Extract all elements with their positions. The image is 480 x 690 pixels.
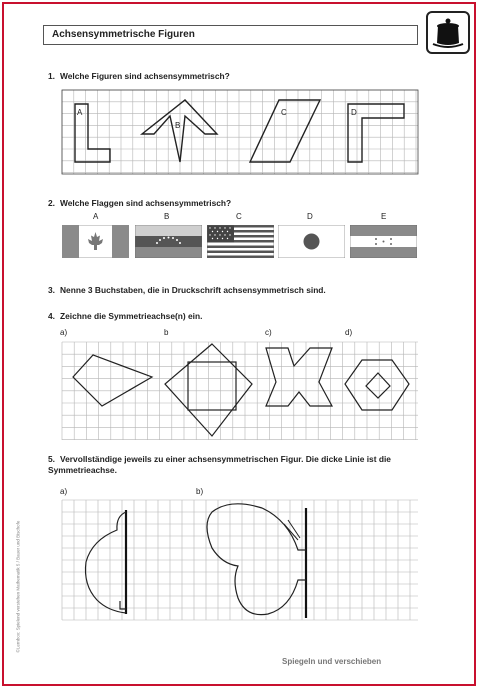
figure-label-a: A (77, 108, 83, 117)
figure-b-shape (142, 100, 217, 162)
question-3: 3. Nenne 3 Buchstaben, die in Druckschrift achsensymmetrisch sind. (48, 285, 326, 295)
question-2: 2. Welche Flaggen sind achsensymmetrisch? (48, 198, 232, 208)
flag-label-b: B (164, 212, 170, 221)
heart-half-shape (85, 512, 126, 613)
axes-grid (62, 342, 418, 440)
butterfly-half-shape (207, 504, 306, 615)
question-5: 5. Vervollständige jeweils zu einer achsensymmetrischen Figur. Die dicke Linie ist die Symmetrieachse. (48, 454, 391, 475)
footer-text: Spiegeln und verschieben (282, 657, 382, 666)
figure-label-c: C (281, 108, 287, 117)
figure-label-b: B (175, 121, 181, 130)
figures-grid (62, 90, 418, 174)
question-1: 1. Welche Figuren sind achsensymmetrisch? (48, 71, 230, 81)
flag-label-d: D (307, 212, 313, 221)
figure-label-d: D (351, 108, 357, 117)
kite-shape (73, 355, 152, 406)
flag-japan (278, 225, 345, 258)
flag-label-e: E (381, 212, 387, 221)
bowtie-shape (266, 348, 332, 406)
flag-label-a: A (93, 212, 99, 221)
copyright-note: ©Lernbox: Spielend verstehen Mathematik 5 / Bauer und Bischofe (15, 520, 21, 653)
q5-label-b: b) (196, 487, 204, 496)
inner-diamond-shape (366, 373, 390, 398)
flag-canada (62, 225, 129, 258)
question-4: 4. Zeichne die Symmetrieachse(n) ein. (48, 311, 203, 321)
q4-label-a: a) (60, 328, 68, 337)
q4-label-c: c) (265, 328, 272, 337)
flag-label-c: C (236, 212, 242, 221)
logo-icon (426, 11, 470, 54)
page-title: Achsensymmetrische Figuren (43, 25, 418, 45)
flag-usa (207, 225, 274, 258)
completion-grid (62, 500, 418, 620)
flag-honduras (350, 225, 417, 258)
q5-label-a: a) (60, 487, 68, 496)
q4-label-b: b (164, 328, 169, 337)
q4-label-d: d) (345, 328, 353, 337)
flag-venezuela (135, 225, 202, 258)
